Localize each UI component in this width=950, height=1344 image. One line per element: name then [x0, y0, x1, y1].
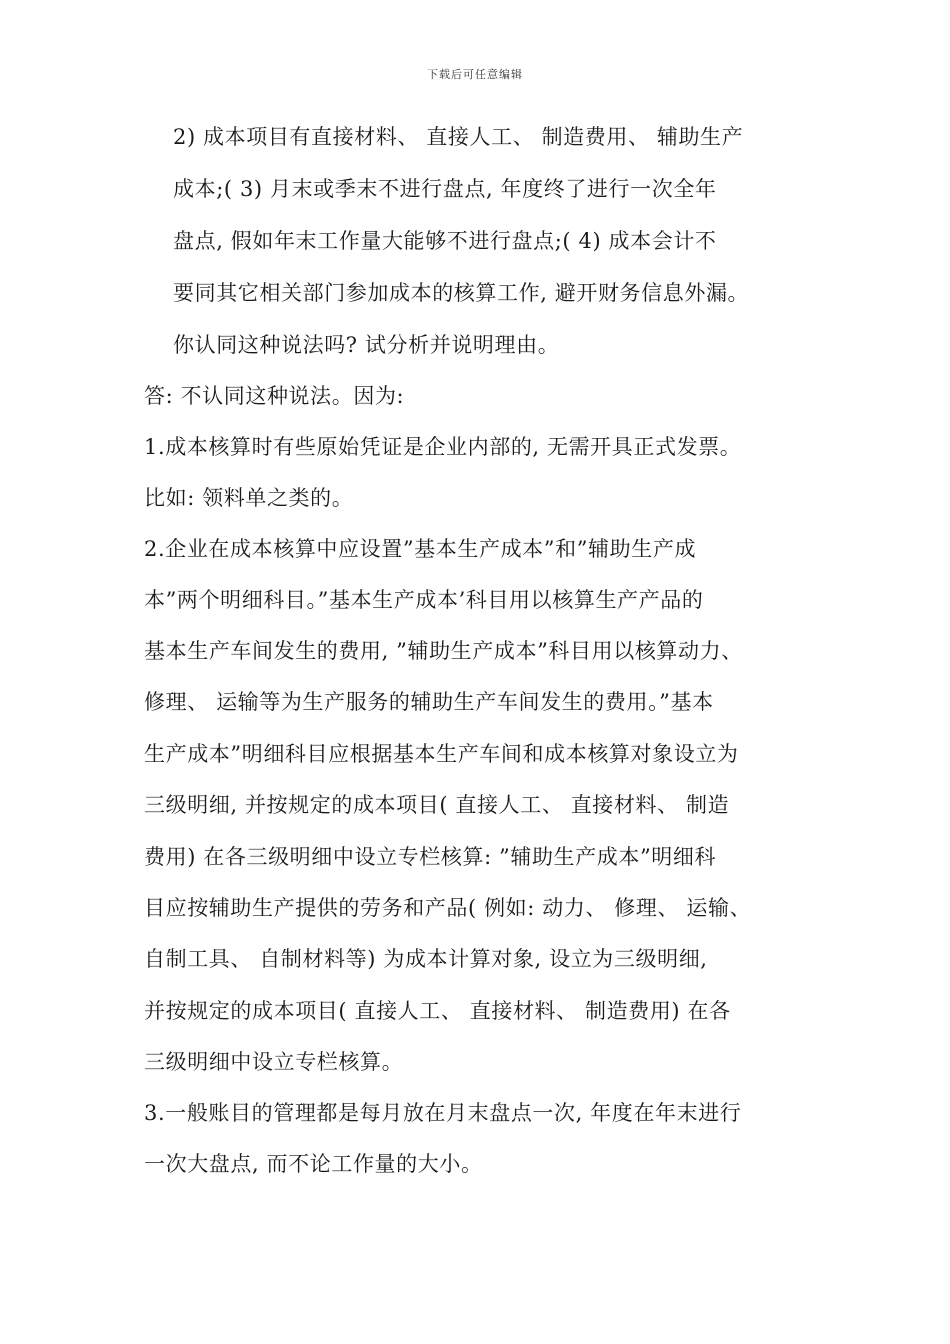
text-line: 本”两个明细科目。”基本生产成本’科目用以核算生产产品的 [144, 588, 704, 612]
page-header: 下载后可任意编辑 [427, 68, 523, 81]
text-line: 生产成本”明细科目应根据基本生产车间和成本核算对象设立为 [144, 742, 739, 766]
text-line: 2.企业在成本核算中应设置”基本生产成本”和”辅助生产成 [144, 537, 697, 561]
text-line: 费用) 在各三级明细中设立专栏核算: ”辅助生产成本”明细科 [144, 845, 717, 869]
text-line: 答: 不认同这种说法。因为: [144, 384, 405, 408]
text-line: 比如: 领料单之类的。 [144, 486, 354, 510]
text-line: 3.一般账目的管理都是每月放在月末盘点一次, 年度在年末进行 [144, 1101, 742, 1125]
text-line: 三级明细, 并按规定的成本项目( 直接人工、 直接材料、 制造 [144, 793, 730, 817]
text-line: 修理、 运输等为生产服务的辅助生产车间发生的费用。”基本 [144, 690, 714, 714]
text-line: 三级明细中设立专栏核算。 [144, 1050, 404, 1074]
text-line: 成本;( 3) 月末或季末不进行盘点, 年度终了进行一次全年 [173, 177, 717, 201]
text-line: 要同其它相关部门参加成本的核算工作, 避开财务信息外漏。 [173, 281, 750, 305]
text-line: 盘点, 假如年末工作量大能够不进行盘点;( 4) 成本会计不 [173, 229, 717, 253]
text-line: 2) 成本项目有直接材料、 直接人工、 制造费用、 辅助生产 [173, 125, 744, 149]
text-line: 一次大盘点, 而不论工作量的大小。 [144, 1152, 483, 1176]
text-line: 基本生产车间发生的费用, ”辅助生产成本”科目用以核算动力、 [144, 639, 743, 663]
text-line: 并按规定的成本项目( 直接人工、 直接材料、 制造费用) 在各 [144, 999, 731, 1023]
text-line: 目应按辅助生产提供的劳务和产品( 例如: 动力、 修理、 运输、 [144, 896, 752, 920]
text-line: 1.成本核算时有些原始凭证是企业内部的, 无需开具正式发票。 [144, 435, 742, 459]
text-line: 你认同这种说法吗? 试分析并说明理由。 [173, 333, 560, 357]
text-line: 自制工具、 自制材料等) 为成本计算对象, 设立为三级明细, [144, 947, 708, 971]
